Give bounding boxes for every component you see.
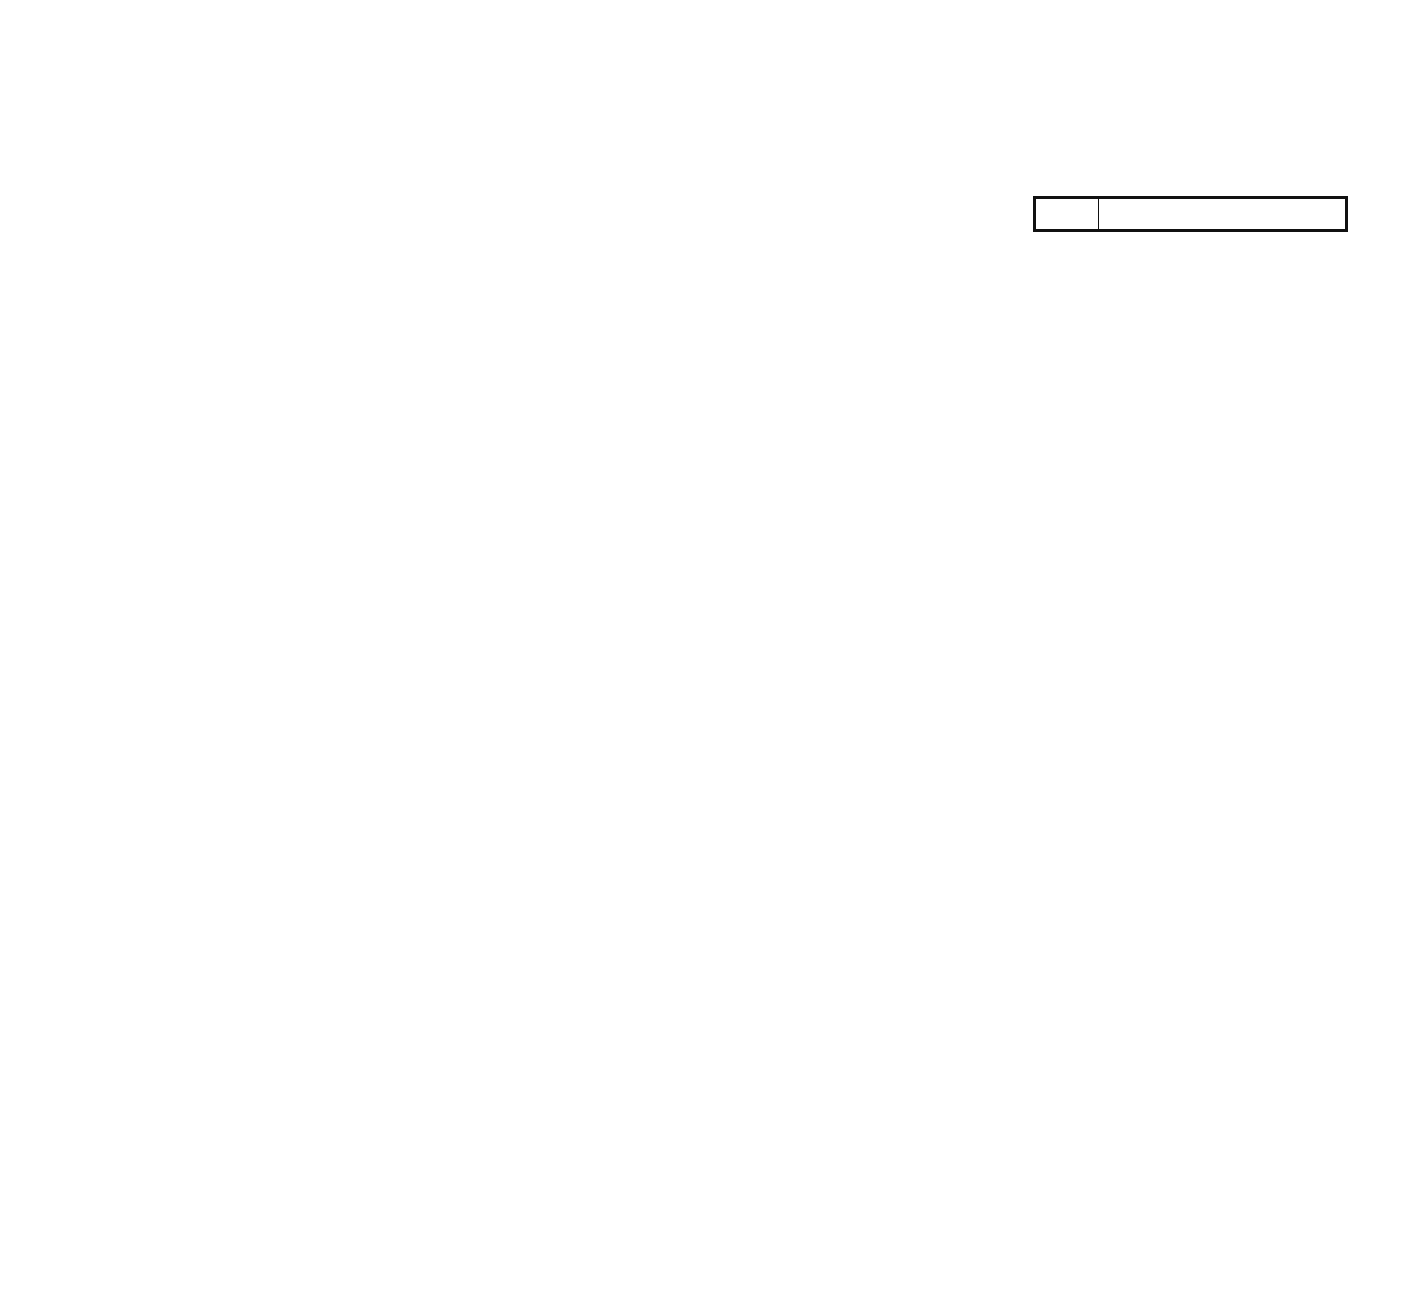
parts-table-header bbox=[1035, 198, 1347, 231]
name-column-header bbox=[1099, 198, 1347, 231]
ref-column-header bbox=[1035, 198, 1099, 231]
parts-table bbox=[1033, 196, 1348, 232]
